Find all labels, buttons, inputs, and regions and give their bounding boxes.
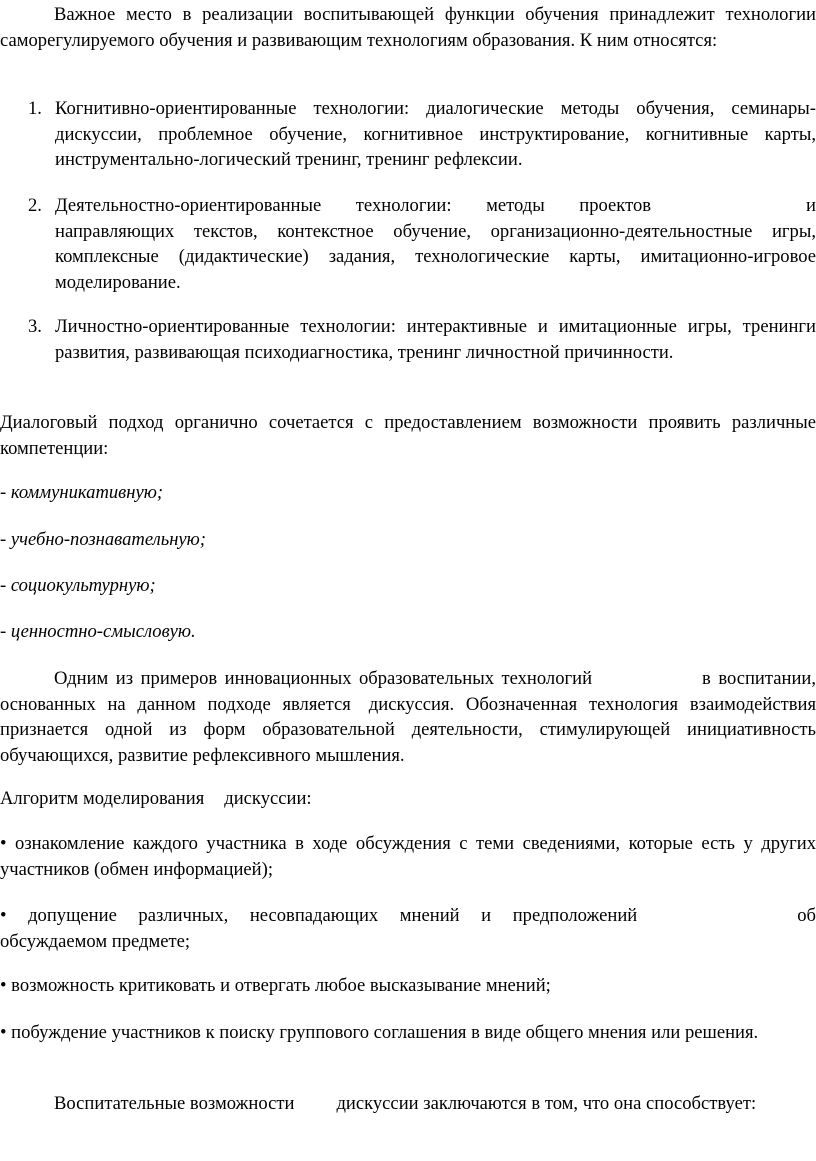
list-number-3: 3.	[28, 316, 42, 337]
bullet-icon: •	[0, 1022, 7, 1043]
list-text-2b: и направляющих текстов, контекстное обучение, организационно-деятельностные игры, комплексные (дидактические) задания, технологические карты, имитационно-игровое моделирование.	[55, 195, 816, 293]
competency-dash: -	[0, 575, 11, 596]
competency-4	[0, 619, 816, 645]
list-number-1: 1.	[28, 98, 42, 119]
innovation-text-a: Одним из примеров инновационных образовательных технологий	[54, 668, 593, 689]
competency-dash: -	[0, 482, 11, 503]
intro-text: Важное место в реализации воспитывающей функции обучения принадлежит технологии саморегулируемого обучения и развивающим технологиям образования. К ним относятся:	[0, 4, 816, 51]
list-item-1	[28, 96, 816, 173]
intro-paragraph	[0, 2, 816, 53]
list-item-3	[28, 314, 816, 365]
list-text-2a: Деятельностно-ориентированные технологии: методы проектов	[55, 195, 652, 216]
algorithm-text-b: дискуссии:	[224, 788, 312, 809]
bullet-item-3	[0, 973, 816, 999]
bullet-text: побуждение участников к поиску группового соглашения в виде общего мнения или решения.	[11, 1022, 759, 1043]
bullet-text: возможность критиковать и отвергать любое высказывание мнений;	[11, 975, 551, 996]
bullet-item-1	[0, 831, 816, 882]
competency-dash: -	[0, 529, 11, 550]
bullet-item-4	[0, 1020, 816, 1046]
bullet-item-2	[0, 903, 816, 954]
bullet-icon: •	[0, 833, 7, 854]
innovation-text-c: дискуссия. Обозначенная технология взаимодействия признается одной из форм образовательной деятельности, стимулирующей инициативность обучающихся, развитие рефлексивного мышления.	[0, 693, 816, 766]
competency-2	[0, 527, 816, 553]
closing-text-b: дискуссии заключаются в том, что она способствует:	[336, 1093, 757, 1114]
dialog-text: Диалоговый подход органично сочетается с предоставлением возможности проявить различные компетенции:	[0, 412, 816, 459]
list-number-2: 2.	[28, 195, 42, 216]
list-item-2	[28, 193, 816, 295]
competency-text: ценностно-смысловую.	[10, 621, 196, 642]
closing-text-a: Воспитательные возможности	[54, 1093, 295, 1114]
bullet-text: ознакомление каждого участника в ходе обсуждения с теми сведениями, которые есть у других участников (обмен информацией);	[0, 833, 816, 880]
bullet-text-a: допущение различных, несовпадающих мнений и предположений	[28, 905, 638, 926]
innovation-paragraph	[0, 666, 816, 768]
list-text-3: Личностно-ориентированные технологии: интерактивные и имитационные игры, тренинги развития, развивающая психодиагностика, тренинг личностной причинности.	[55, 316, 816, 363]
competency-1	[0, 480, 816, 506]
competency-dash: -	[0, 621, 11, 642]
list-text-1: Когнитивно-ориентированные технологии: диалогические методы обучения, семинары-дискуссии, проблемное обучение, когнитивное инструктирование, когнитивные карты, инструментально-логический тренинг, тренинг рефлексии.	[55, 98, 816, 170]
competency-text: учебно-познавательную;	[10, 529, 206, 550]
dialog-paragraph	[0, 410, 816, 461]
bullet-text-b: об обсуждаемом предмете;	[0, 905, 816, 952]
competency-text: коммуникативную;	[10, 482, 164, 503]
competency-text: социокультурную;	[10, 575, 156, 596]
bullet-icon: •	[0, 905, 7, 926]
algorithm-heading	[0, 786, 816, 812]
competency-3	[0, 573, 816, 599]
bullet-icon: •	[0, 975, 7, 996]
algorithm-text-a: Алгоритм моделирования	[0, 788, 205, 809]
innovation-text-b: в воспитании, основанных на данном подходе является	[0, 668, 816, 715]
closing-paragraph	[0, 1091, 816, 1117]
